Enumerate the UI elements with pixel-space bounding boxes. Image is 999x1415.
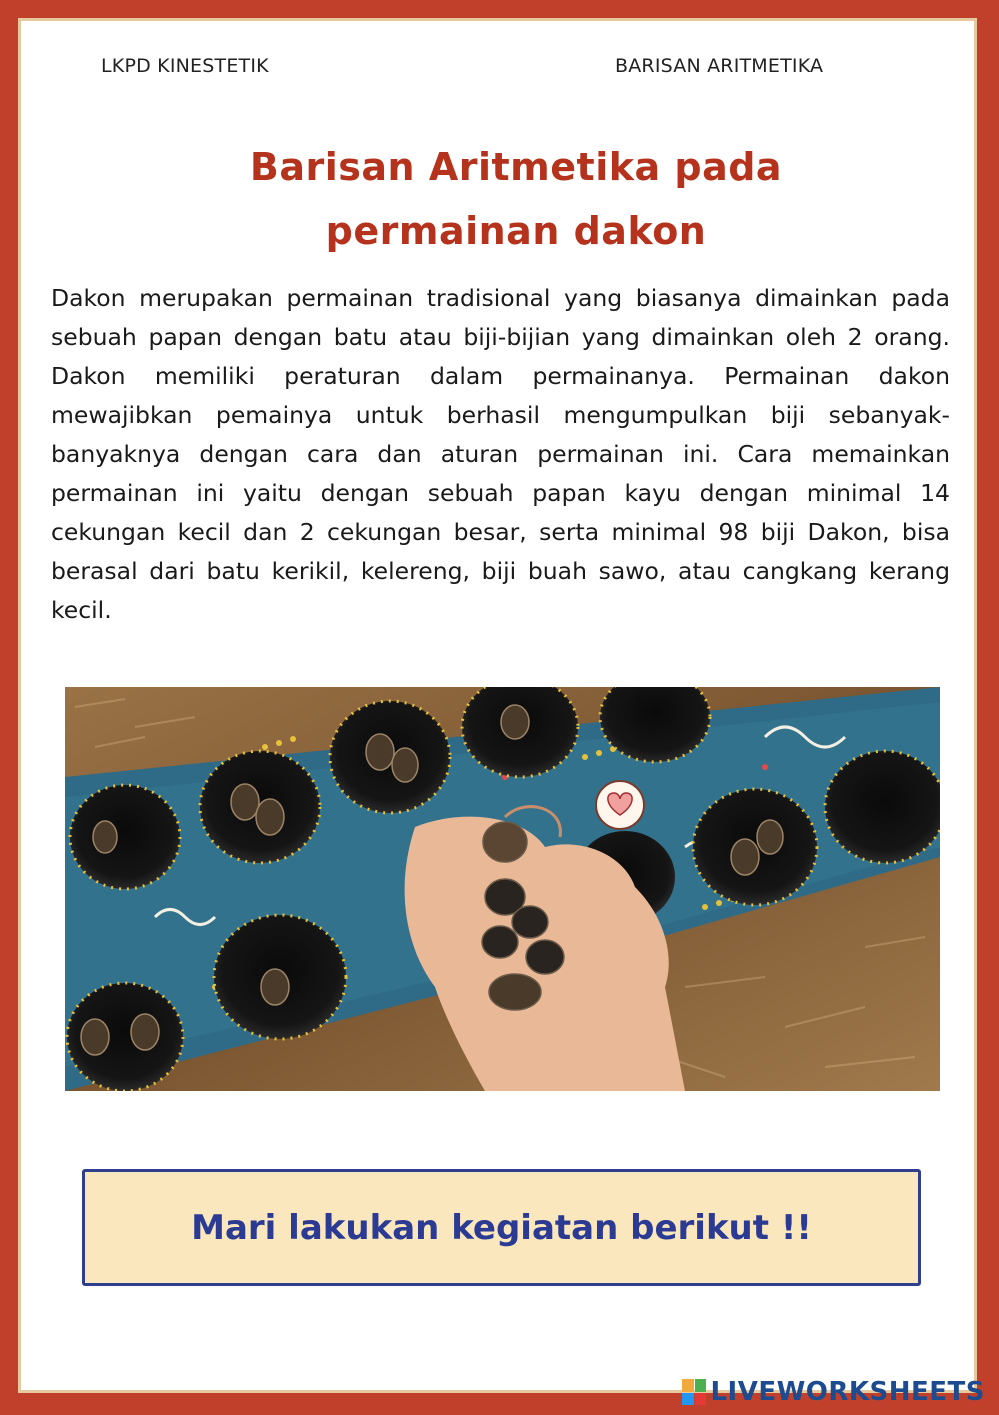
body-paragraph: Dakon merupakan permainan tradisional yang biasanya dimainkan pada sebuah papan dengan batu atau biji-bijian yang dimainkan oleh 2 orang. Dakon memiliki peraturan dalam permainanya. Permainan dakon mewajibkan pemainya untuk berhasil mengumpulkan biji sebanyak-banyaknya dengan cara dan aturan permainan ini. Cara memainkan permainan ini yaitu dengan sebuah papan kayu dengan minimal 14 cekungan kecil dan 2 cekungan besar, serta minimal 98 biji Dakon, bisa berasal dari batu kerikil, kelereng, biji buah sawo, atau cangkang kerang kecil. [51, 284, 950, 624]
title-line-2: permainan dakon [325, 209, 707, 253]
header-left: LKPD KINESTETIK [101, 55, 269, 77]
worksheet-page [18, 18, 977, 1393]
page-title [141, 135, 891, 263]
heart-icon [596, 781, 644, 829]
liveworksheets-logo [682, 1377, 985, 1407]
callout-text: Mari lakukan kegiatan berikut !! [191, 1207, 812, 1248]
header-right: BARISAN ARITMETIKA [615, 55, 824, 77]
title-line-1: Barisan Aritmetika pada [249, 145, 783, 189]
liveworksheets-icon [682, 1379, 706, 1405]
activity-callout [82, 1169, 921, 1286]
brand-name: LIVEWORKSHEETS [710, 1377, 985, 1407]
dakon-illustration [65, 687, 940, 1091]
dakon-photo [65, 687, 940, 1091]
